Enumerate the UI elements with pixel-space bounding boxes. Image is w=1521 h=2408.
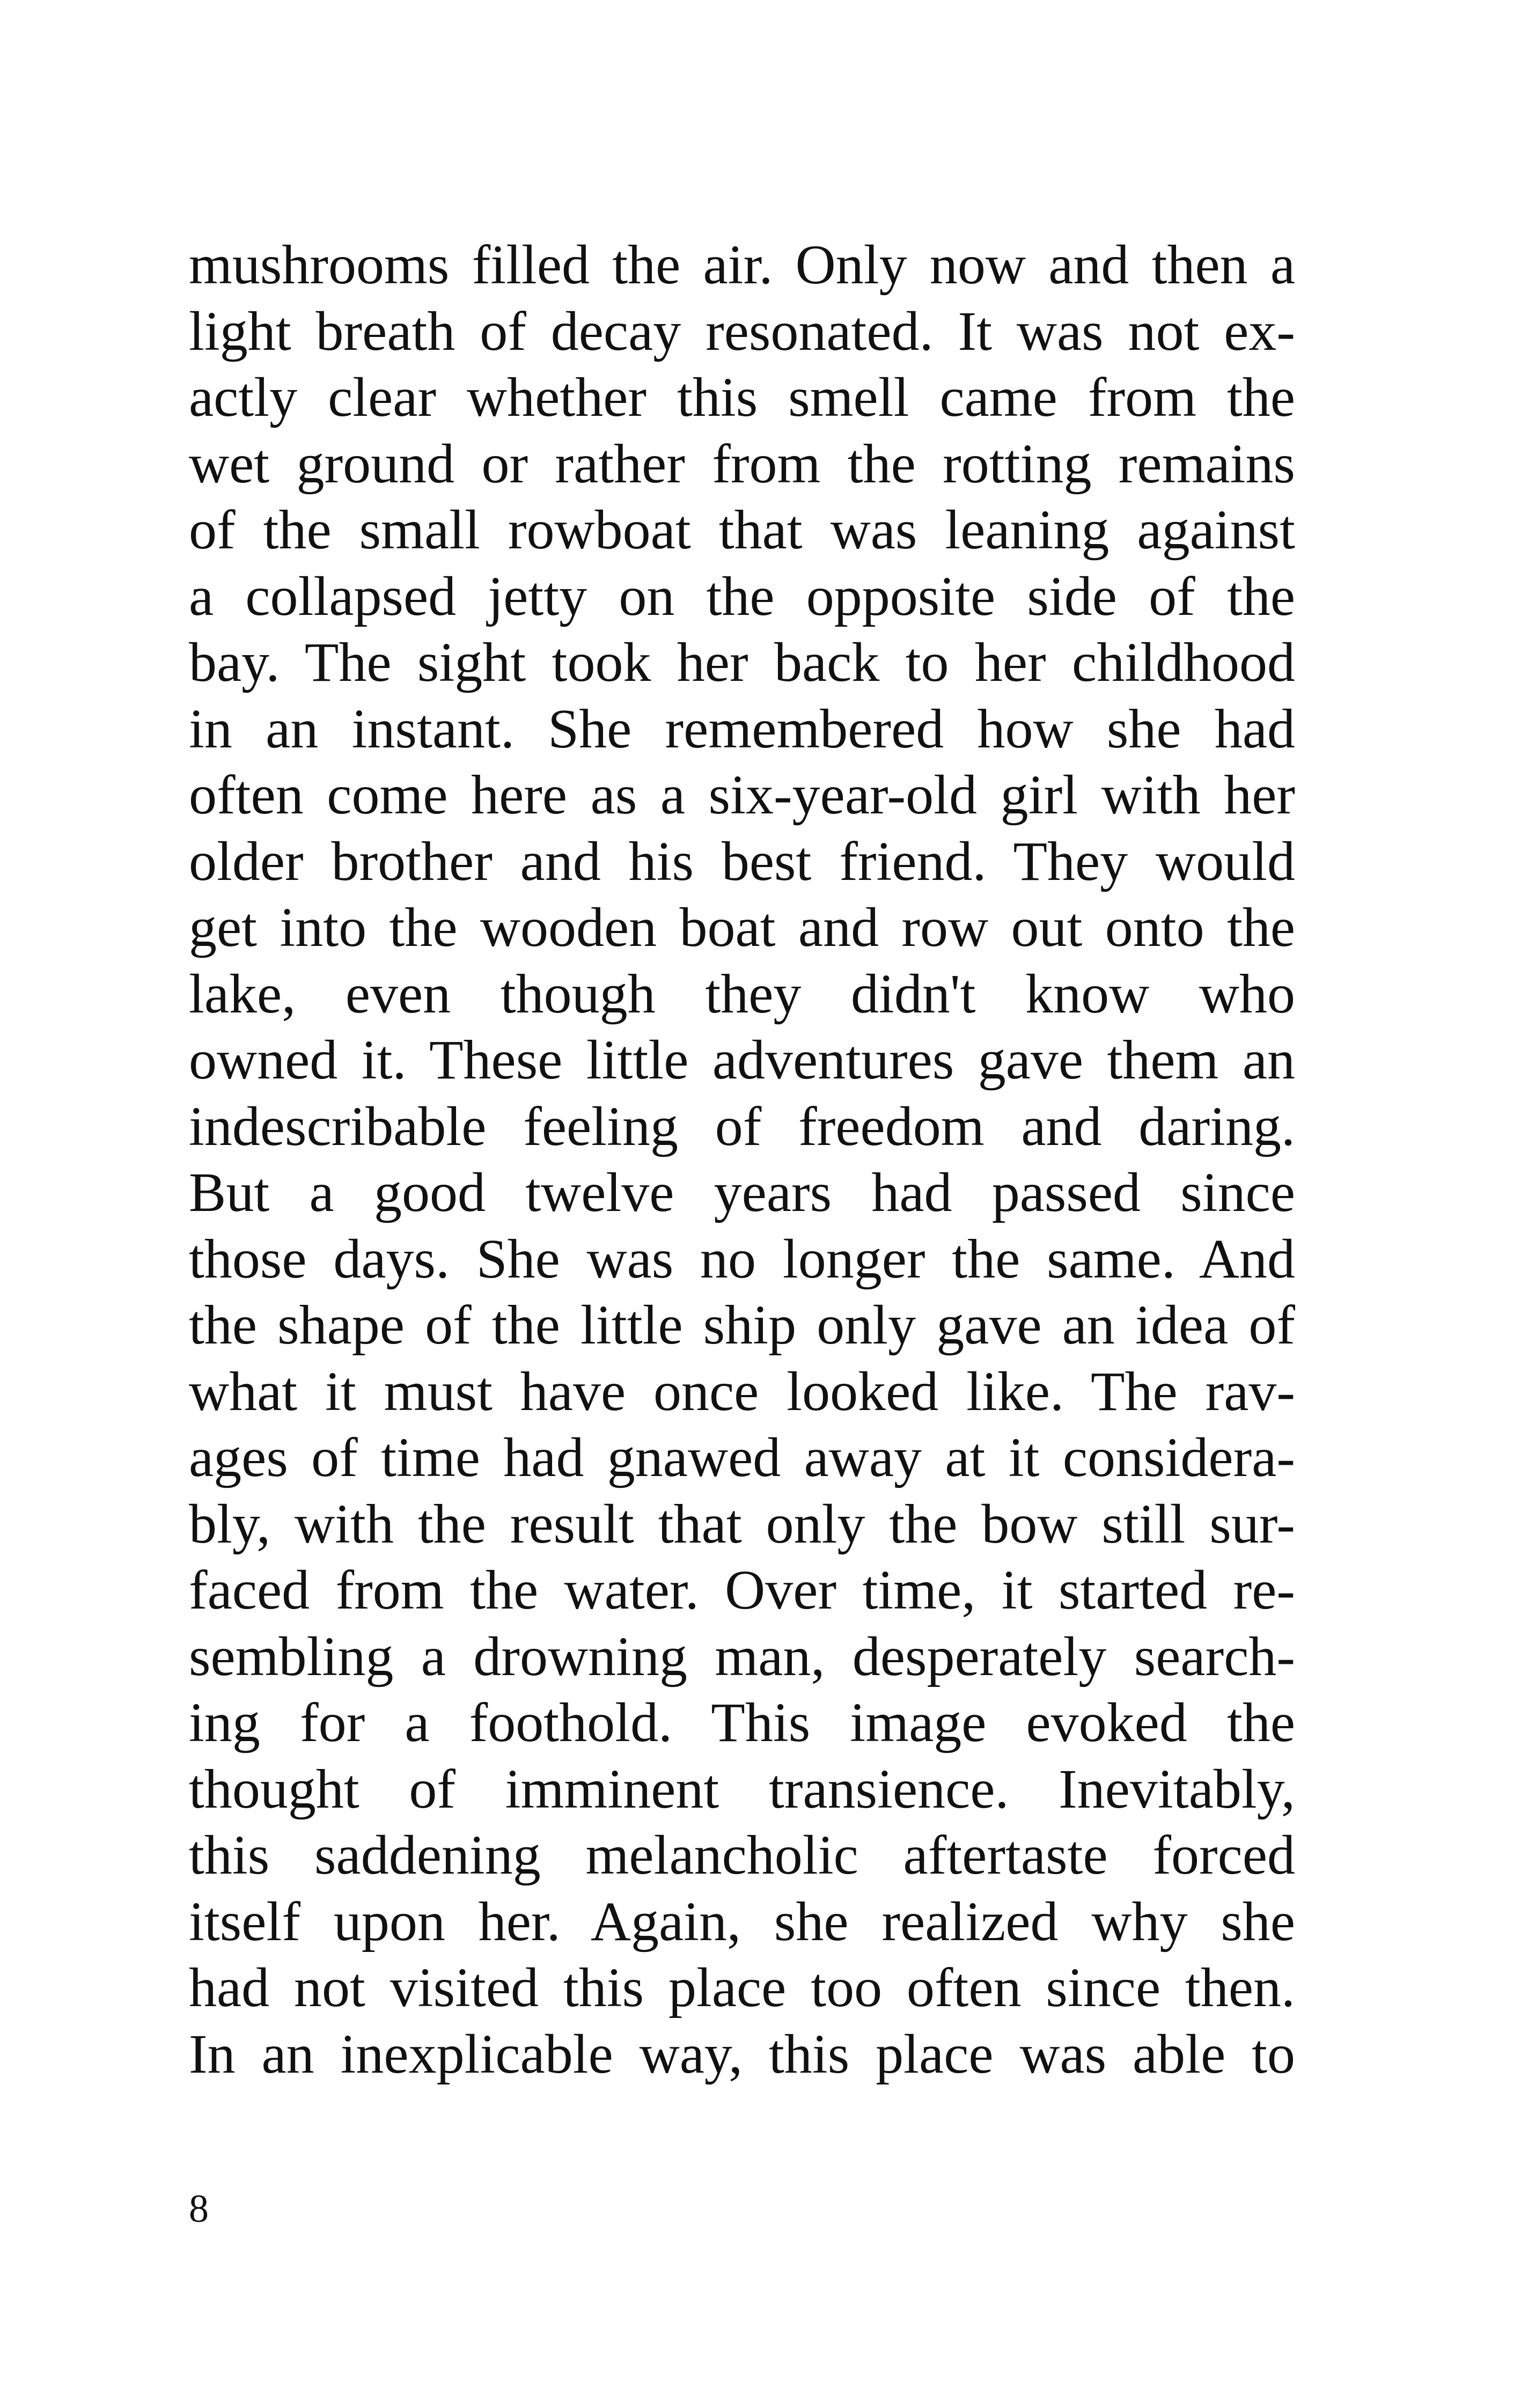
text-line: lake, even though they didn't know who bbox=[189, 963, 1295, 1025]
text-line: of the small rowboat that was leaning against bbox=[189, 499, 1295, 561]
text-line: bay. The sight took her back to her childhood bbox=[189, 632, 1295, 693]
text-line: mushrooms filled the air. Only now and then a bbox=[189, 234, 1295, 296]
text-line: get into the wooden boat and row out onto the bbox=[189, 897, 1295, 958]
body-text bbox=[189, 232, 1295, 2087]
text-line: actly clear whether this smell came from the bbox=[189, 366, 1295, 428]
text-line: the shape of the little ship only gave an idea of bbox=[189, 1294, 1295, 1356]
text-line: this saddening melancholic aftertaste forced bbox=[189, 1824, 1295, 1886]
text-line: wet ground or rather from the rotting remains bbox=[189, 432, 1295, 495]
text-line: had not visited this place too often since then. bbox=[189, 1957, 1295, 2018]
text-line: bly, with the result that only the bow still sur- bbox=[189, 1493, 1295, 1555]
text-line: thought of imminent transience. Inevitably, bbox=[189, 1758, 1295, 1820]
text-line: in an instant. She remembered how she had bbox=[189, 698, 1295, 760]
text-line: those days. She was no longer the same. And bbox=[189, 1228, 1295, 1290]
text-line: sembling a drowning man, desperately search- bbox=[189, 1625, 1295, 1687]
text-line: a collapsed jetty on the opposite side of the bbox=[189, 565, 1295, 627]
text-line: often come here as a six-year-old girl with her bbox=[189, 764, 1295, 826]
text-line: In an inexplicable way, this place was able to bbox=[189, 2023, 1295, 2085]
text-line: older brother and his best friend. They would bbox=[189, 830, 1295, 892]
text-line: what it must have once looked like. The rav- bbox=[189, 1360, 1295, 1422]
text-line: indescribable feeling of freedom and daring. bbox=[189, 1095, 1295, 1157]
text-line: itself upon her. Again, she realized why she bbox=[189, 1890, 1295, 1952]
page-number: 8 bbox=[189, 2187, 209, 2231]
text-line: owned it. These little adventures gave them an bbox=[189, 1029, 1295, 1091]
text-line: ing for a foothold. This image evoked the bbox=[189, 1692, 1295, 1753]
text-line: But a good twelve years had passed since bbox=[189, 1162, 1295, 1223]
text-line: faced from the water. Over time, it started re- bbox=[189, 1559, 1295, 1621]
text-line: ages of time had gnawed away at it considera- bbox=[189, 1427, 1295, 1488]
text-line: light breath of decay resonated. It was not ex- bbox=[189, 300, 1295, 362]
